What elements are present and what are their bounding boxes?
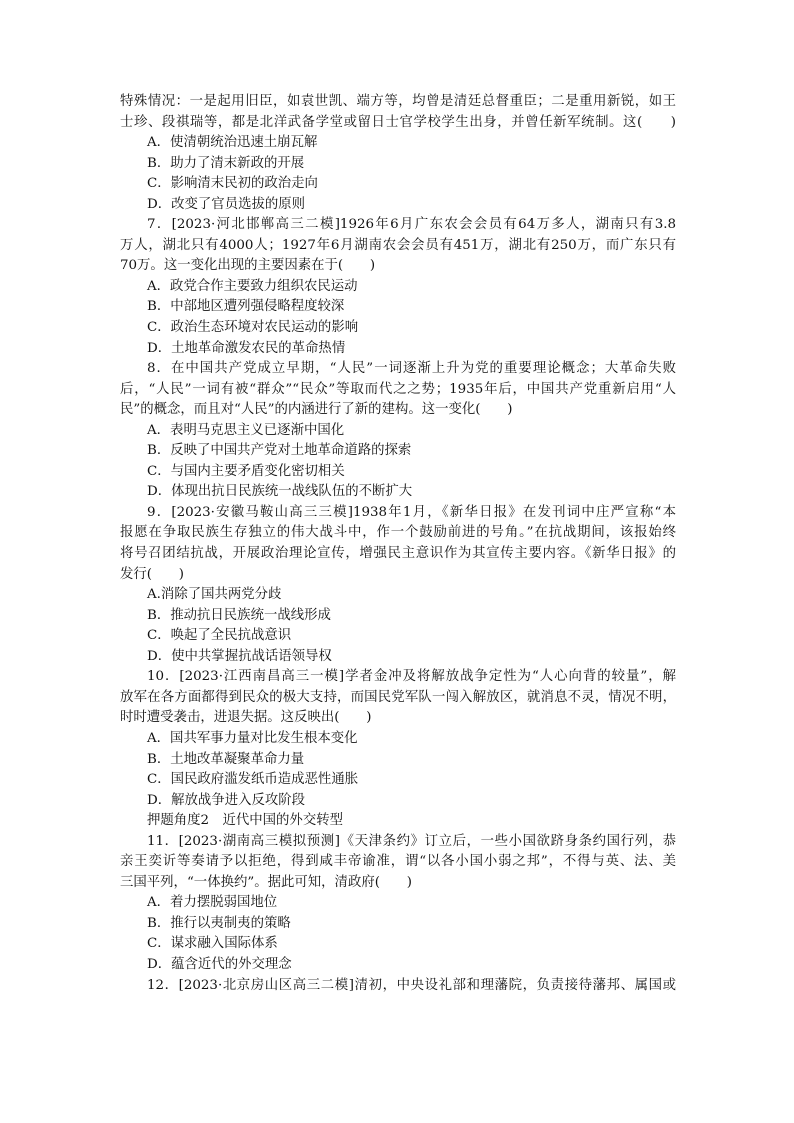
- question-start-line: 8．在中国共产党成立早期，“人民”一词逐渐上升为党的重要理论概念；大革命失败: [147, 361, 676, 377]
- question-start-line: 7．[2023·河北邯郸高三二模]1926年6月广东农会会员有64万多人，湖南只有3.8: [147, 217, 676, 233]
- answer-option: B．土地改革凝聚革命力量: [147, 751, 305, 767]
- answer-option: A．使清朝统治迅速土崩瓦解: [147, 135, 318, 151]
- answer-option: C．国民政府滥发纸币造成恶性通胀: [147, 772, 359, 788]
- answer-option: D．解放战争进入反攻阶段: [147, 792, 306, 808]
- text-line: 报愿在争取民族生存独立的伟大战斗中，作一个鼓励前进的号角。”在抗战期间，该报始终: [120, 525, 676, 541]
- answer-option: C．谋求融入国际体系: [147, 936, 278, 952]
- text-line: 发行( ): [120, 566, 185, 582]
- text-line: 士珍、段祺瑞等，都是北洋武备学堂或留日士官学校学生出身，并曾任新军统制。这( ): [120, 114, 676, 130]
- answer-option: A.消除了国共两党分歧: [147, 587, 282, 603]
- text-line: 三国平列，“一体换约”。据此可知，清政府( ): [120, 874, 412, 890]
- question-start-line: 10．[2023·江西南昌高三一模]学者金冲及将解放战争定性为“人心向背的较量”，解: [147, 669, 676, 685]
- answer-option: B．推行以夷制夷的策略: [147, 915, 291, 931]
- question-start-line: 9．[2023·安徽马鞍山高三三模]1938年1月，《新华日报》在发刊词中庄严宣称“本: [147, 504, 676, 520]
- text-line: 70万。这一变化出现的主要因素在于( ): [120, 258, 376, 274]
- answer-option: C．政治生态环境对农民运动的影响: [147, 320, 359, 336]
- answer-option: C．与国内主要矛盾变化密切相关: [147, 463, 345, 479]
- answer-option: C．影响清末民初的政治走向: [147, 176, 318, 192]
- text-line: 亲王奕䜣等奏请予以拒绝，得到咸丰帝谕准，谓“以各小国小弱之邦”，不得与英、法、美: [120, 854, 676, 870]
- answer-option: D．体现出抗日民族统一战线队伍的不断扩大: [147, 484, 413, 500]
- document-page: [120, 92, 676, 996]
- answer-option: D．使中共掌握抗战话语领导权: [147, 648, 332, 664]
- answer-option: B．助力了清末新政的开展: [147, 155, 305, 171]
- answer-option: A．国共军事力量对比发生根本变化: [147, 730, 358, 746]
- answer-option: B．推动抗日民族统一战线形成: [147, 607, 331, 623]
- answer-option: A．表明马克思主义已逐渐中国化: [147, 422, 345, 438]
- answer-option: B．反映了中国共产党对土地革命道路的探索: [147, 443, 412, 459]
- answer-option: D．蕴含近代的外交理念: [147, 956, 292, 972]
- answer-option: A．政党合作主要致力组织农民运动: [147, 278, 358, 294]
- text-line: 特殊情况：一是起用旧臣，如袁世凯、端方等，均曾是清廷总督重臣；二是重用新锐，如王: [120, 94, 676, 109]
- answer-option: C．唤起了全民抗战意识: [147, 628, 292, 644]
- answer-option: A．着力摆脱弱国地位: [147, 895, 278, 911]
- text-line: 万人，湖北只有4000人；1927年6月湖南农会会员有451万，湖北有250万，而广东只有: [120, 237, 676, 253]
- text-line: 放军在各方面都得到民众的极大支持，而国民党军队一闯入解放区，就消息不灵，情况不明，: [120, 689, 676, 705]
- question-start-line: 11．[2023·湖南高三模拟预测]《天津条约》订立后，一些小国欲跻身条约国行列，恭: [147, 833, 676, 849]
- answer-option: 押题角度2 近代中国的外交转型: [147, 813, 343, 829]
- answer-option: D．土地革命激发农民的革命热情: [147, 340, 346, 356]
- text-line: 将号召团结抗战，开展政治理论宣传，增强民主意识作为其宣传主要内容。《新华日报》的: [120, 546, 676, 562]
- answer-option: D．改变了官员选拔的原则: [147, 196, 306, 212]
- text-line: 时时遭受袭击，进退失据。这反映出( ): [120, 710, 372, 726]
- question-start-line: 12．[2023·北京房山区高三二模]清初，中央设礼部和理藩院，负责接待藩邦、属国或: [147, 977, 676, 993]
- text-line: 后，“人民”一词有被“群众”“民众”等取而代之之势；1935年后，中国共产党重新启用“人: [120, 381, 676, 397]
- text-line: 民”的概念，而且对“人民”的内涵进行了新的建构。这一变化( ): [120, 402, 513, 418]
- answer-option: B．中部地区遭列强侵略程度较深: [147, 299, 345, 315]
